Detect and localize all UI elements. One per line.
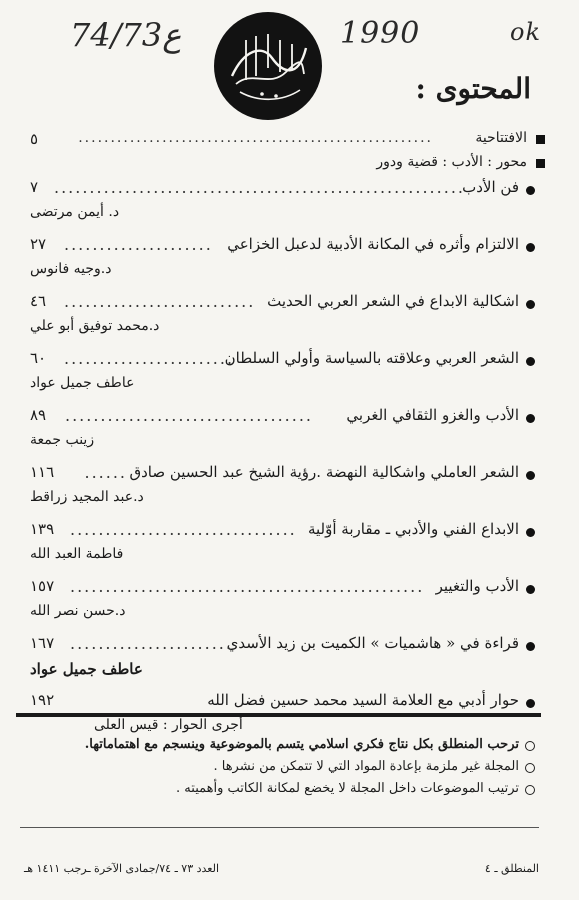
square-bullet-icon <box>536 135 545 144</box>
entry-title: اشكالية الابداع في الشعر العربي الحديث <box>267 292 519 310</box>
bullet-icon <box>526 243 535 252</box>
note-text: المجلة غير ملزمة بإعادة المواد التي لا تتمكن من نشرها . <box>213 759 519 774</box>
page-number: ٢٧ <box>30 235 47 253</box>
entry-author: عاطف جميل عواد <box>30 375 135 391</box>
handwritten-year: 1990 <box>340 16 421 51</box>
handwritten-corner-mark: ok <box>510 18 541 46</box>
contents-heading: المحتوى : <box>415 72 531 105</box>
entry-title: الأدب والتغيير <box>435 577 519 595</box>
footer-right-text: العدد ٧٣ ـ ٧٤/جمادى الآخرة ـرجب ١٤١١ هـ <box>24 862 220 875</box>
entry-title: الأدب والغزو الثقافي الغربي <box>346 406 519 424</box>
page-number: ٧ <box>30 178 39 196</box>
entry-author: فاطمة العبد الله <box>30 546 124 562</box>
toc-entry <box>24 406 545 463</box>
footer-divider <box>20 827 539 828</box>
note-text: ترحب المنطلق بكل نتاج فكري اسلامي يتسم بالموضوعية وينسجم مع اهتماماتها. <box>84 737 519 752</box>
circle-bullet-icon <box>525 763 535 773</box>
entry-author: عاطف جميل عواد <box>30 660 143 678</box>
note-item <box>150 781 535 803</box>
dot-leader: .......................................................... <box>54 178 465 197</box>
page-number: ٥ <box>30 130 39 148</box>
bullet-icon <box>526 186 535 195</box>
dot-leader: ...... <box>84 463 127 482</box>
toc-entry <box>24 235 545 292</box>
page-number: ١٩٢ <box>30 691 55 709</box>
note-item <box>84 737 535 759</box>
note-item <box>150 759 535 781</box>
toc-entry <box>24 520 545 577</box>
bullet-icon <box>526 471 535 480</box>
dot-leader: ................................... <box>64 406 313 425</box>
dot-leader: ..................... <box>64 235 213 254</box>
toc-entry <box>24 577 545 634</box>
dot-leader: ........................... <box>64 292 256 311</box>
table-of-contents <box>24 130 545 748</box>
bullet-icon <box>526 300 535 309</box>
dot-leader: .................................................. <box>70 577 425 596</box>
section-opening <box>24 130 545 152</box>
bullet-icon <box>526 699 535 708</box>
entry-title: الشعر العربي وعلاقته بالسياسة وأولي السلطان <box>224 349 519 367</box>
bullet-icon <box>526 585 535 594</box>
handwritten-issue-note: 74/73ع <box>70 16 182 54</box>
dot-leader: ........................ <box>64 349 235 368</box>
entry-title: الشعر العاملي واشكالية النهضة .رؤية الشيخ عبد الحسين صادق <box>129 463 519 481</box>
entry-author: د.حسن نصر الله <box>30 603 126 619</box>
page-number: ١٦٧ <box>30 634 55 652</box>
circle-bullet-icon <box>525 785 535 795</box>
square-bullet-icon <box>536 159 545 168</box>
section-title: محور : الأدب : قضية ودور <box>376 154 527 170</box>
page-number: ٤٦ <box>30 292 47 310</box>
page-number: ١١٦ <box>30 463 55 481</box>
bullet-icon <box>526 642 535 651</box>
editorial-notes <box>84 737 535 803</box>
bullet-icon <box>526 357 535 366</box>
basmala-seal <box>212 10 324 122</box>
page-number: ٨٩ <box>30 406 47 424</box>
note-text: ترتيب الموضوعات داخل المجلة لا يخضع لمكانة الكاتب وأهميته . <box>176 781 519 796</box>
toc-entry <box>24 292 545 349</box>
dot-leader: ................................ <box>70 520 297 539</box>
dot-leader: ....................................................... <box>78 130 433 146</box>
entry-title: حوار أدبي مع العلامة السيد محمد حسين فضل الله <box>207 691 519 709</box>
section-divider <box>16 713 541 717</box>
section-theme <box>24 154 545 176</box>
entry-author: د.عبد المجيد زراقط <box>30 489 144 505</box>
entry-author: د. أيمن مرتضى <box>30 204 120 220</box>
entry-author: زينب جمعة <box>30 432 95 448</box>
dot-leader: ....................... <box>70 634 233 653</box>
circle-bullet-icon <box>525 741 535 751</box>
entry-author: د.محمد توفيق أبو علي <box>30 318 160 334</box>
toc-entry <box>24 634 545 691</box>
toc-entry <box>24 349 545 406</box>
footer-left-text: المنطلق ـ ٤ <box>484 862 539 875</box>
entry-author: د.وجيه فانوس <box>30 261 112 277</box>
entry-title: الابداع الفني والأدبي ـ مقاربة أوّلية <box>307 520 519 538</box>
toc-entry <box>24 178 545 235</box>
page-number: ١٥٧ <box>30 577 55 595</box>
entry-author: أجرى الحوار : قيس العلى <box>94 717 243 733</box>
bullet-icon <box>526 528 535 537</box>
section-title: الافتتاحية <box>475 130 527 146</box>
bullet-icon <box>526 414 535 423</box>
entry-title: فن الأدب <box>462 178 519 196</box>
entry-title: الالتزام وأثره في المكانة الأدبية لدعبل الخزاعي <box>227 235 519 253</box>
toc-entry <box>24 463 545 520</box>
page-number: ٦٠ <box>30 349 47 367</box>
page-number: ١٣٩ <box>30 520 55 538</box>
entry-title: قراءة في « هاشميات » الكميت بن زيد الأسدي <box>226 634 519 652</box>
